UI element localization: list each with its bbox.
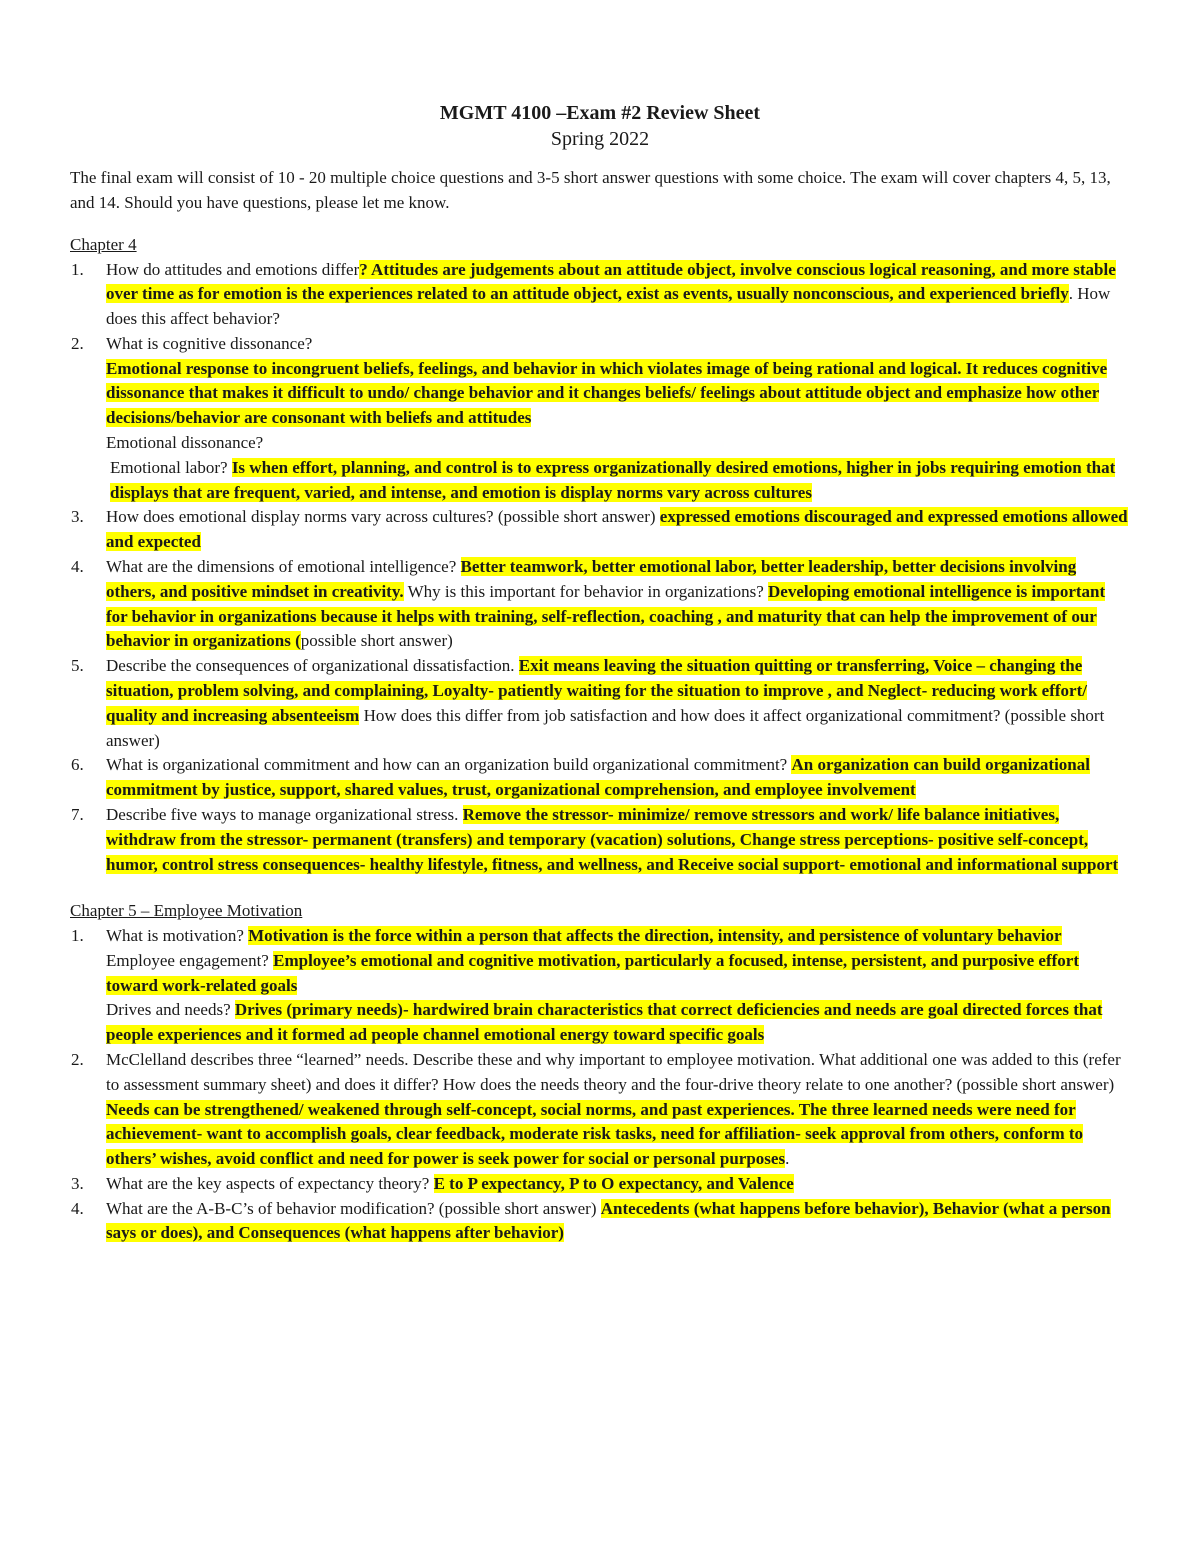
item-number: 3.: [71, 507, 84, 527]
question-text: .: [785, 1149, 790, 1169]
item-number: 1.: [71, 259, 84, 279]
ch5-item-1: [70, 924, 1130, 1048]
question-text: How does emotional display norms vary across cultures? (possible short answer): [106, 507, 656, 527]
question-text: Emotional labor?: [110, 457, 228, 477]
question-text: McClelland describes three “learned” needs. Describe these and why important to employee motivation. What additional one was added to this (refer to assessment summary sheet) and does it differ? How does the needs theory and the four-drive theory relate to one another? (possible short answer): [106, 1049, 1121, 1094]
highlighted-answer: expressed emotions discouraged and expressed emotions allowed and expected: [106, 507, 1128, 552]
highlighted-answer: Employee’s emotional and cognitive motivation, particularly a focused, intense, persistent, and purposive effort toward work-related goals: [106, 950, 1079, 995]
question-text: possible short answer): [300, 631, 453, 651]
item-number: 3.: [71, 1173, 84, 1193]
ch4-item-4: [70, 555, 1130, 654]
ch4-item-3: [70, 505, 1130, 555]
question-text: Describe five ways to manage organizational stress.: [106, 805, 459, 825]
highlighted-answer: Antecedents (what happens before behavior), Behavior (what a person says or does), and Consequences (what happens after behavior): [106, 1198, 1111, 1243]
item-number: 4.: [71, 557, 84, 577]
highlighted-answer: Exit means leaving the situation quitting or transferring, Voice – changing the situation, problem solving, and complaining, Loyalty- patiently waiting for the situation to improve , and Neglect- reducing work effort/ quality and increasing absenteeism: [106, 656, 1087, 725]
question-text: What are the dimensions of emotional intelligence?: [106, 557, 457, 577]
item-number: 6.: [71, 755, 84, 775]
question-text: Drives and needs?: [106, 1000, 231, 1020]
highlighted-answer: Motivation is the force within a person that affects the direction, intensity, and persistence of voluntary behavior: [248, 925, 1062, 945]
chapter-4-list: [70, 258, 1130, 878]
item-number: 1.: [71, 925, 84, 945]
question-text: What are the key aspects of expectancy theory?: [106, 1173, 430, 1193]
ch4-item-1: [70, 258, 1130, 332]
chapter-4-heading: Chapter 4: [70, 235, 137, 254]
highlighted-answer: Needs can be strengthened/ weakened through self-concept, social norms, and past experiences. The three learned needs were need for achievement- want to accomplish goals, clear feedback, moderate risk tasks, need for affiliation- seek approval from others, conform to others’ wishes, avoid conflict and need for power is seek power for social or personal purposes: [106, 1099, 1084, 1169]
highlighted-answer: Emotional response to incongruent beliefs, feelings, and behavior in which violates image of being rational and logical. It reduces cognitive dissonance that makes it difficult to undo/ change behavior and it changes beliefs/ feelings about attitude object and emphasize how other decisions/behavior are consonant with beliefs and attitudes: [106, 358, 1108, 428]
ch4-item-7: [70, 803, 1130, 877]
intro-paragraph: The final exam will consist of 10 - 20 multiple choice questions and 3-5 short answer questions with some choice. The exam will cover chapters 4, 5, 13, and 14. Should you have questions, please let me know.: [70, 168, 1111, 212]
document-term: Spring 2022: [550, 128, 650, 150]
question-text: What is cognitive dissonance?: [106, 333, 313, 353]
item-number: 2.: [71, 333, 84, 353]
chapter-5-list: [70, 924, 1130, 1246]
question-text: How do attitudes and emotions differ: [106, 259, 360, 279]
item-number: 5.: [71, 656, 84, 676]
ch5-item-3: [70, 1172, 1130, 1197]
question-text: . How does this affect behavior?: [106, 284, 1111, 329]
item-number: 2.: [71, 1049, 84, 1069]
ch4-item-5: [70, 654, 1130, 753]
chapter-5-heading: Chapter 5 – Employee Motivation: [70, 901, 303, 921]
highlighted-answer: Better teamwork, better emotional labor, better leadership, better decisions involving others, and positive mindset in creativity.: [106, 557, 1077, 601]
question-text: Employee engagement?: [106, 950, 269, 970]
ch5-item-4: [70, 1197, 1130, 1247]
question-text: Why is this important for behavior in organizations?: [407, 581, 764, 601]
question-text: Emotional dissonance?: [106, 433, 264, 453]
highlighted-answer: Developing emotional intelligence is important for behavior in organizations because it helps with training, self-reflection, coaching , and maturity that can help the improvement of our behavior in organizations (: [106, 581, 1106, 651]
item-number: 4.: [71, 1198, 84, 1218]
ch4-item-6: [70, 753, 1130, 803]
question-text: Describe the consequences of organizational dissatisfaction.: [106, 656, 515, 676]
ch5-item-2: [70, 1048, 1130, 1172]
highlighted-answer: ? Attitudes are judgements about an attitude object, involve conscious logical reasoning, and more stable over time as for emotion is the experiences related to an attitude object, exist as events, usually nonconscious, and experienced briefly: [106, 259, 1116, 304]
document-title: MGMT 4100 –Exam #2 Review Sheet: [439, 102, 761, 124]
question-text: How does this differ from job satisfaction and how does it affect organizational commitment? (possible short answer): [106, 705, 1105, 750]
highlighted-answer: Is when effort, planning, and control is to express organizationally desired emotions, higher in jobs requiring emotion that displays that are frequent, varied, and intense, and emotion is display norms vary across cultures: [110, 457, 1116, 502]
question-text: What are the A-B-C’s of behavior modification? (possible short answer): [106, 1198, 597, 1218]
item-number: 7.: [71, 805, 84, 825]
highlighted-answer: An organization can build organizational commitment by justice, support, shared values, trust, organizational comprehension, and employee involvement: [106, 755, 1090, 800]
question-text: What is motivation?: [106, 925, 244, 945]
question-text: What is organizational commitment and how can an organization build organizational commitment?: [106, 755, 788, 775]
highlighted-answer: Drives (primary needs)- hardwired brain characteristics that correct deficiencies and needs are goal directed forces that people experiences and it formed ad people channel emotional energy toward specific goals: [106, 1000, 1103, 1045]
highlighted-answer: Remove the stressor- minimize/ remove stressors and work/ life balance initiatives, withdraw from the stressor- permanent (transfers) and temporary (vacation) solutions, Change stress perceptions- positive self-concept, humor, control stress consequences- healthy lifestyle, fitness, and wellness, and Receive social support- emotional and informational support: [106, 805, 1119, 874]
ch4-item-2: [70, 332, 1130, 506]
highlighted-answer: E to P expectancy, P to O expectancy, and Valence: [433, 1173, 794, 1193]
